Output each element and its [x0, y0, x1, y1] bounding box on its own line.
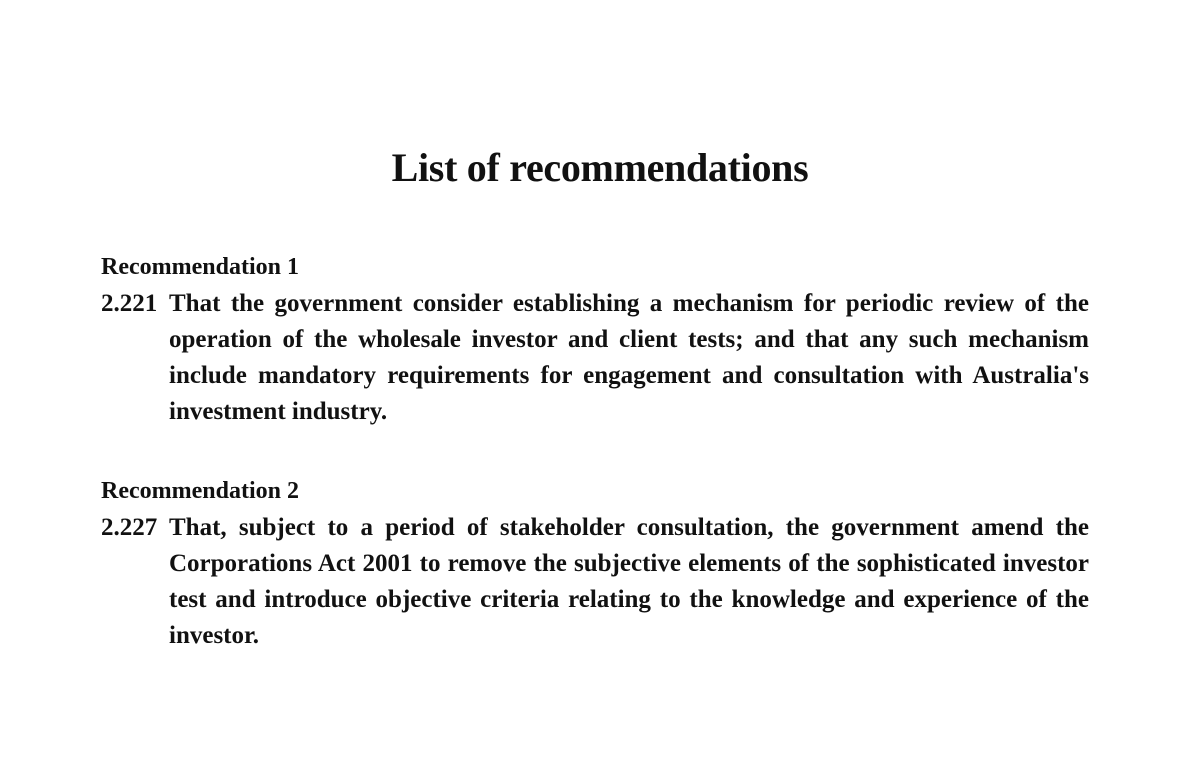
- recommendation-2: [101, 476, 1089, 654]
- page-title: List of recommendations: [391, 145, 809, 190]
- recommendation-heading: Recommendation 2: [101, 478, 299, 504]
- paragraph-number: 2.221: [101, 290, 158, 317]
- recommendation-heading: Recommendation 1: [101, 254, 299, 280]
- recommendation-paragraph: [101, 510, 1089, 654]
- recommendation-paragraph: [101, 286, 1089, 430]
- recommendation-text: That, subject to a period of stakeholder consultation, the government amend the Corporations Act 2001 to remove the subjective elements of the sophisticated investor test and introduce objective criteria relating to the knowledge and experience of the investor.: [169, 514, 1089, 649]
- recommendation-1: [101, 252, 1089, 430]
- paragraph-number: 2.227: [101, 514, 158, 541]
- recommendation-text: That the government consider establishing a mechanism for periodic review of the operation of the wholesale investor and client tests; and that any such mechanism include mandatory requirements for engagement and consultation with Australia's investment industry.: [169, 290, 1089, 425]
